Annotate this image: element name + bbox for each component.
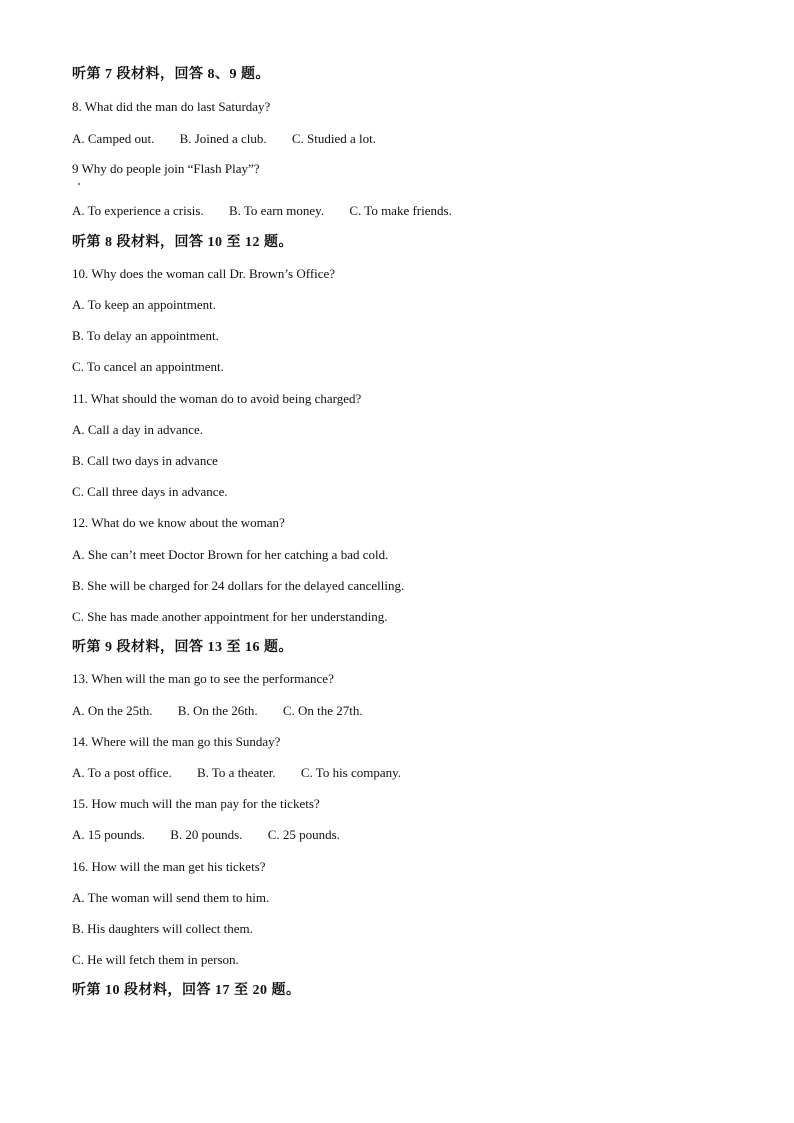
- section-heading-8: 听第 8 段材料，回答 10 至 12 题。: [72, 235, 293, 250]
- option-15a: A. 15 pounds.: [72, 827, 145, 842]
- question-10: 10. Why does the woman call Dr. Brown’s Office?: [72, 266, 336, 281]
- option-11a: A. Call a day in advance.: [72, 422, 204, 437]
- option-9b: B. To earn money.: [228, 203, 325, 218]
- option-11b: B. Call two days in advance: [72, 453, 218, 468]
- option-9a: A. To experience a crisis.: [72, 203, 204, 218]
- options-13: [72, 702, 363, 720]
- option-12b: B. She will be charged for 24 dollars for the delayed cancelling.: [72, 578, 405, 593]
- question-15: 15. How much will the man pay for the tickets?: [72, 796, 320, 811]
- option-13a: A. On the 25th.: [72, 703, 153, 718]
- option-12a: A. She can’t meet Doctor Brown for her catching a bad cold.: [72, 547, 389, 562]
- options-8: [72, 130, 376, 148]
- option-13b: B. On the 26th.: [177, 703, 258, 718]
- option-8c: C. Studied a lot.: [291, 131, 376, 146]
- option-8b: B. Joined a club.: [179, 131, 267, 146]
- section-heading-10: 听第 10 段材料，回答 17 至 20 题。: [72, 983, 301, 998]
- option-14a: A. To a post office.: [72, 765, 172, 780]
- option-15b: B. 20 pounds.: [170, 827, 243, 842]
- option-14b: B. To a theater.: [196, 765, 276, 780]
- section-heading-9: 听第 9 段材料，回答 13 至 16 题。: [72, 640, 293, 655]
- option-11c: C. Call three days in advance.: [72, 484, 228, 499]
- option-12c: C. She has made another appointment for her understanding.: [72, 609, 388, 624]
- option-14c: C. To his company.: [300, 765, 402, 780]
- question-11: 11. What should the woman do to avoid being charged?: [72, 391, 362, 406]
- options-9: [72, 202, 452, 220]
- option-9c: C. To make friends.: [349, 203, 452, 218]
- option-13c: C. On the 27th.: [282, 703, 363, 718]
- option-10c: C. To cancel an appointment.: [72, 359, 224, 374]
- question-13: 13. When will the man go to see the performance?: [72, 671, 334, 686]
- stray-dot-mark: [78, 183, 80, 185]
- question-14: 14. Where will the man go this Sunday?: [72, 734, 281, 749]
- question-12: 12. What do we know about the woman?: [72, 515, 285, 530]
- option-8a: A. Camped out.: [72, 131, 155, 146]
- option-16c: C. He will fetch them in person.: [72, 952, 239, 967]
- option-16b: B. His daughters will collect them.: [72, 921, 253, 936]
- section-heading-7: 听第 7 段材料，回答 8、9 题。: [72, 67, 270, 82]
- option-10b: B. To delay an appointment.: [72, 328, 219, 343]
- question-8: 8. What did the man do last Saturday?: [72, 99, 271, 114]
- option-15c: C. 25 pounds.: [267, 827, 340, 842]
- options-14: [72, 764, 401, 782]
- options-15: [72, 826, 340, 844]
- option-16a: A. The woman will send them to him.: [72, 890, 270, 905]
- question-9: 9 Why do people join “Flash Play”?: [72, 161, 260, 176]
- question-16: 16. How will the man get his tickets?: [72, 859, 266, 874]
- option-10a: A. To keep an appointment.: [72, 297, 216, 312]
